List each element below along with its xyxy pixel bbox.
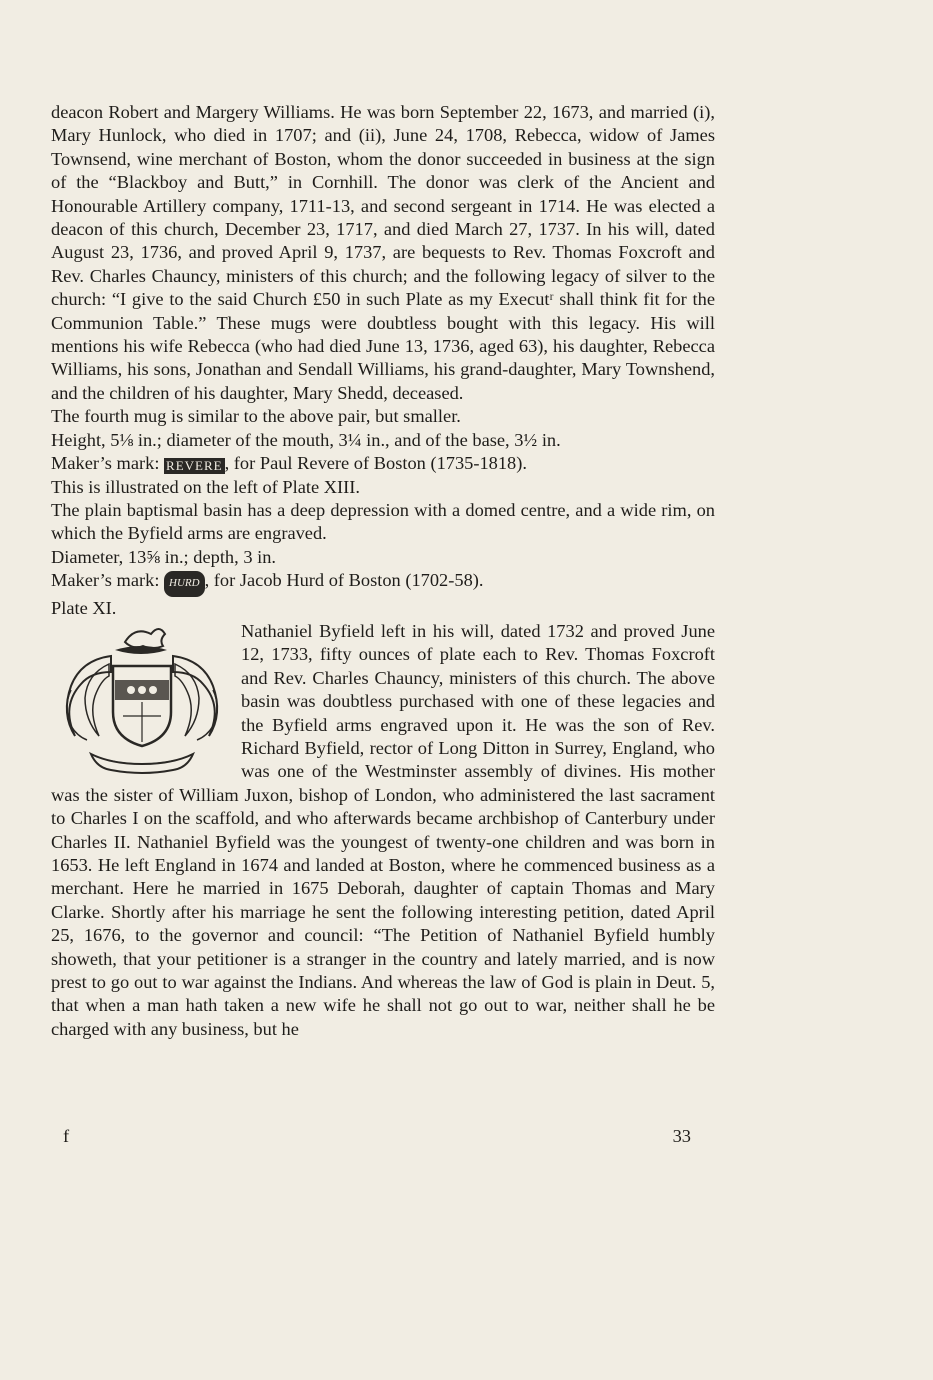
page-number: 33	[672, 1126, 691, 1146]
line-fourth-mug: The fourth mug is similar to the above pair, but smaller.	[51, 406, 461, 427]
makers-mark-revere	[51, 452, 715, 475]
signature-mark: f	[63, 1126, 70, 1146]
makers-mark-hurd	[51, 569, 715, 596]
line-plate: Plate XI.	[51, 597, 117, 618]
makers-mark-attribution: , for Jacob Hurd of Boston (1702-58).	[204, 570, 484, 591]
line-basin: The plain baptismal basin has a deep depression with a domed centre, and a wide rim, on which the Byfield arms are engraved.	[51, 499, 715, 544]
hurd-stamp-icon: HURD	[164, 571, 205, 596]
makers-mark-label: Maker’s mark:	[51, 453, 165, 474]
makers-mark-attribution: , for Paul Revere of Boston (1735-1818).	[224, 453, 527, 474]
makers-mark-label: Maker’s mark:	[51, 570, 165, 591]
byfield-section	[51, 620, 715, 1041]
paragraph-williams: deacon Robert and Margery Williams. He was born September 22, 1673, and married (i), Mary Hunlock, who died in 1707; and (ii), June 24, 1708, Rebecca, widow of James Townsend, wine merchant of Boston, whom the donor succeeded in business at the sign of the “Blackboy and Butt,” in Cornhill. The donor was clerk of the Ancient and Honourable Artillery company, 1711-13, and second sergeant in 1714. He was elected a deacon of this church, December 23, 1717, and died March 27, 1737. In his will, dated August 23, 1736, and proved April 9, 1737, are bequests to Rev. Thomas Foxcroft and Rev. Charles Chauncy, ministers of this church; and the following legacy of silver to the church: “I give to the said Church £50 in such Plate as my Executʳ shall think fit for the Communion Table.” These mugs were doubtless bought with this legacy. His will mentions his wife Rebecca (who had died June 13, 1736, aged 63), his daughter, Rebecca Williams, his sons, Jonathan and Sendall Williams, his grand-daughter, Mary Townshend, and the children of his daughter, Mary Shedd, deceased.	[51, 102, 715, 403]
line-illustrated: This is illustrated on the left of Plate XIII.	[51, 476, 360, 497]
byfield-coat-of-arms-icon	[51, 620, 233, 782]
body-text	[51, 101, 715, 1041]
line-dimensions-basin: Diameter, 13⅝ in.; depth, 3 in.	[51, 546, 277, 567]
paragraph-byfield: Nathaniel Byfield left in his will, dated 1732 and proved June 12, 1733, fifty ounces of plate each to Rev. Thomas Foxcroft and Rev. Charles Chauncy, ministers of this church. The above basin was doubtless purchased with one of these legacies and the Byfield arms engraved upon it. He was the son of Rev. Richard Byfield, rector of Long Ditton in Surrey, England, who was one of the Westminster assembly of divines. His mother was the sister of William Juxon, bishop of London, who administered the last sacrament to Charles I on the scaffold, and who afterwards became archbishop of Canterbury under Charles II. Nathaniel Byfield was the youngest of twenty-one children and was born in 1653. He left England in 1674 and landed at Boston, where he commenced business as a merchant. Here he married in 1675 Deborah, daughter of captain Thomas and Mary Clarke. Shortly after his marriage he sent the following interesting petition, dated April 25, 1676, to the governor and council: “The Petition of Nathaniel Byfield humbly showeth, that your petitioner is a stranger in the country and lately married, and is now prest to go out to war against the Indians. And whereas the law of God is plain in Deut. 5, that when a man hath taken a new wife he shall not go out to war, neither shall he be charged with any business, but he	[51, 620, 715, 1039]
revere-stamp-icon: REVERE	[166, 458, 223, 474]
line-dimensions-mug: Height, 5⅛ in.; diameter of the mouth, 3¼ in., and of the base, 3½ in.	[51, 429, 561, 450]
